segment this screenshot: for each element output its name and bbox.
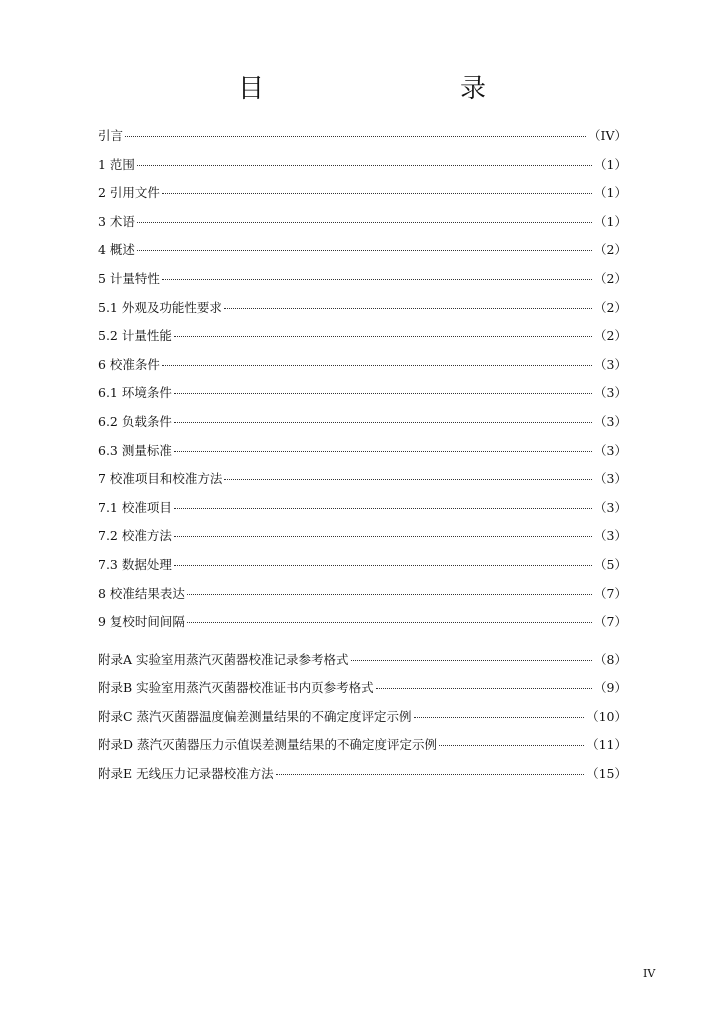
toc-entry-page: （3） xyxy=(594,413,627,429)
toc-dot-leader xyxy=(137,222,592,223)
toc-entry-page: （2） xyxy=(594,328,627,344)
toc-dot-leader xyxy=(174,536,592,537)
toc-entry-page: （7） xyxy=(594,614,627,630)
toc-entry-page: （1） xyxy=(594,213,627,229)
toc-entry-label: 9 复校时间间隔 xyxy=(98,614,185,630)
toc-entry-page: （3） xyxy=(594,442,627,458)
toc-dot-leader xyxy=(162,365,592,366)
toc-entry-label: 引言 xyxy=(98,128,124,143)
toc-entry[interactable] xyxy=(98,326,627,355)
toc-entry-label: 附录D 蒸汽灭菌器压力示值误差测量结果的不确定度评定示例 xyxy=(98,737,437,753)
toc-entry[interactable] xyxy=(98,183,627,212)
toc-entry-label: 3 术语 xyxy=(98,213,135,229)
toc-entry[interactable] xyxy=(98,269,627,298)
toc-entry[interactable] xyxy=(98,498,627,527)
toc-entry[interactable] xyxy=(98,155,627,184)
toc-dot-leader xyxy=(174,422,592,423)
toc-entry-page: （7） xyxy=(594,585,627,601)
toc-entry[interactable] xyxy=(98,678,627,707)
toc-dot-leader xyxy=(414,717,585,718)
toc-entry-page: （2） xyxy=(594,299,627,315)
toc-entry-label: 5 计量特性 xyxy=(98,270,160,286)
toc-entry-label: 8 校准结果表达 xyxy=(98,585,185,601)
toc-entry-page: （8） xyxy=(594,651,627,667)
toc-entry[interactable] xyxy=(98,555,627,584)
toc-entry-label: 6 校准条件 xyxy=(98,356,160,372)
toc-entry-page: （1） xyxy=(594,156,627,172)
toc-entry[interactable] xyxy=(98,650,627,679)
toc-entry-page: （15） xyxy=(586,766,627,782)
toc-entry-page: （3） xyxy=(594,528,627,544)
page-title: 目 录 xyxy=(237,74,534,104)
toc-entry[interactable] xyxy=(98,584,627,613)
toc-dot-leader xyxy=(125,136,586,137)
toc-dot-leader xyxy=(439,745,584,746)
toc-entry[interactable] xyxy=(98,412,627,441)
toc-entry-label: 附录E 无线压力记录器校准方法 xyxy=(98,766,274,782)
toc-entry[interactable] xyxy=(98,126,627,155)
toc-entry[interactable] xyxy=(98,735,627,764)
toc-entry-label: 4 概述 xyxy=(98,242,135,258)
toc-entry-label: 7.1 校准项目 xyxy=(98,499,172,515)
toc-entry-label: 1 范围 xyxy=(98,156,135,172)
toc-entry-page: （1） xyxy=(594,185,627,201)
toc-dot-leader xyxy=(137,250,592,251)
toc-entry[interactable] xyxy=(98,441,627,470)
toc-entry-label: 7.3 数据处理 xyxy=(98,556,172,572)
toc-entry[interactable] xyxy=(98,707,627,736)
toc-dot-leader xyxy=(224,479,592,480)
toc-entry-page: （3） xyxy=(594,471,627,487)
toc-dot-leader xyxy=(137,165,592,166)
toc-entry-label: 6.3 测量标准 xyxy=(98,442,172,458)
toc-dot-leader xyxy=(174,393,592,394)
toc-dot-leader xyxy=(174,565,592,566)
toc-dot-leader xyxy=(162,193,592,194)
toc-entry[interactable] xyxy=(98,526,627,555)
toc-entry[interactable] xyxy=(98,612,627,641)
toc-entry-label: 6.2 负载条件 xyxy=(98,413,172,429)
toc-entry-page: （3） xyxy=(594,385,627,401)
toc-entry-label: 6.1 环境条件 xyxy=(98,385,172,401)
toc-entry-label: 2 引用文件 xyxy=(98,185,160,201)
toc-dot-leader xyxy=(187,622,592,623)
toc-entry[interactable] xyxy=(98,212,627,241)
toc-dot-leader xyxy=(162,279,592,280)
toc-entry-page: （5） xyxy=(594,556,627,572)
toc-dot-leader xyxy=(187,594,592,595)
toc-dot-leader xyxy=(174,451,592,452)
toc-entry[interactable] xyxy=(98,240,627,269)
toc-dot-leader xyxy=(174,336,592,337)
toc-entry-page: （2） xyxy=(594,242,627,258)
toc-entry-label: 附录A 实验室用蒸汽灭菌器校准记录参考格式 xyxy=(98,651,349,667)
table-of-contents xyxy=(98,126,627,793)
toc-entry-label: 7.2 校准方法 xyxy=(98,528,172,544)
toc-entry-label: 7 校准项目和校准方法 xyxy=(98,471,223,487)
toc-entry-page: （3） xyxy=(594,356,627,372)
toc-dot-leader xyxy=(276,774,584,775)
toc-entry[interactable] xyxy=(98,764,627,793)
toc-entry-label: 附录C 蒸汽灭菌器温度偏差测量结果的不确定度评定示例 xyxy=(98,708,412,724)
toc-entry[interactable] xyxy=(98,469,627,498)
toc-entry-page: （3） xyxy=(594,499,627,515)
toc-entry-page: （9） xyxy=(594,680,627,696)
toc-entry-label: 5.1 外观及功能性要求 xyxy=(98,299,222,315)
toc-entry-page: （IV） xyxy=(588,128,627,143)
toc-dot-leader xyxy=(174,508,592,509)
toc-entry-label: 5.2 计量性能 xyxy=(98,328,172,344)
toc-dot-leader xyxy=(351,660,593,661)
toc-entry-page: （11） xyxy=(586,737,627,753)
toc-entry-page: （10） xyxy=(586,708,627,724)
toc-dot-leader xyxy=(376,688,592,689)
toc-entry[interactable] xyxy=(98,383,627,412)
toc-entry[interactable] xyxy=(98,298,627,327)
toc-entry-label: 附录B 实验室用蒸汽灭菌器校准证书内页参考格式 xyxy=(98,680,374,696)
toc-dot-leader xyxy=(224,308,592,309)
toc-entry[interactable] xyxy=(98,355,627,384)
page-number: IV xyxy=(643,967,656,980)
toc-entry-page: （2） xyxy=(594,270,627,286)
